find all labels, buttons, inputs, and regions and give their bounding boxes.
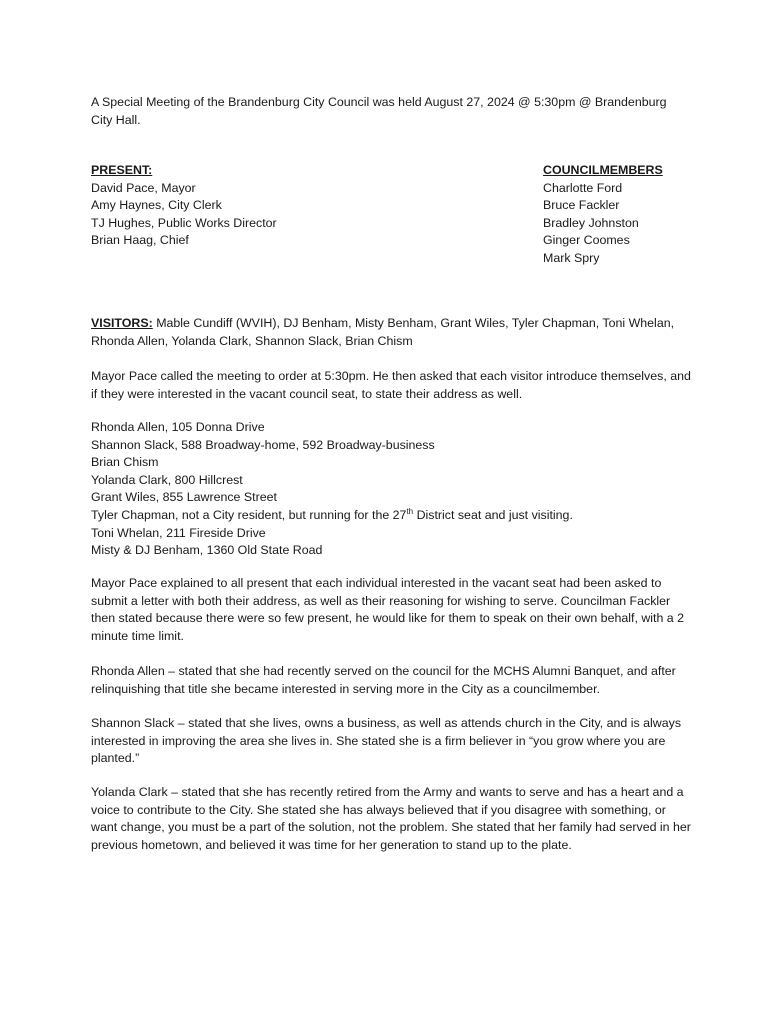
councilmember: Mark Spry: [543, 250, 600, 265]
visitors-paragraph: [91, 315, 691, 350]
present-list: [91, 162, 391, 250]
introduction-item: Misty & DJ Benham, 1360 Old State Road: [91, 543, 323, 558]
councilmembers-heading: COUNCILMEMBERS: [543, 163, 663, 177]
introduction-item: [91, 507, 691, 525]
introduction-item: Brian Chism: [91, 455, 159, 470]
councilmembers-list: [543, 162, 743, 268]
introduction-item: Rhonda Allen, 105 Donna Drive: [91, 420, 265, 434]
introduction-item: Toni Whelan, 211 Fireside Drive: [91, 525, 266, 540]
tyler-text-end: District seat and just visiting.: [413, 507, 573, 522]
introduction-item: Yolanda Clark, 800 Hillcrest: [91, 472, 243, 487]
explanation-paragraph: Mayor Pace explained to all present that each individual interested in the vacant seat had been asked to submit a letter with both their address, as well as their reasoning for wishing to serve. Councilman Fackler then stated because there were so few present, he would like for them to speak on their own behalf, with a 2 minute time limit.: [91, 576, 685, 643]
councilmember: Bruce Fackler: [543, 198, 620, 213]
ordinal-suffix: th: [406, 506, 414, 516]
introduction-item: Shannon Slack, 588 Broadway-home, 592 Broadway-business: [91, 437, 435, 452]
statement-yolanda: Yolanda Clark – stated that she has recently retired from the Army and wants to serve and has a heart and a voice to contribute to the City. She stated she has always believed that if you disagree with something, or want change, you must be a part of the solution, not the problem. She stated that her family had served in her previous hometown, and believed it was time for her generation to stand up to the plate.: [91, 785, 691, 852]
present-member: Amy Haynes, City Clerk: [91, 198, 222, 213]
call-to-order: Mayor Pace called the meeting to order at 5:30pm. He then asked that each visitor introduce themselves, and if they were interested in the vacant council seat, to state their address as well.: [91, 369, 691, 401]
councilmember: Bradley Johnston: [543, 215, 639, 230]
visitors-text: Mable Cundiff (WVIH), DJ Benham, Misty Benham, Grant Wiles, Tyler Chapman, Toni Whelan, Rhonda Allen, Yolanda Clark, Shannon Slack, Brian Chism: [91, 316, 675, 348]
introduction-item: Grant Wiles, 855 Lawrence Street: [91, 490, 277, 505]
statement-shannon: Shannon Slack – stated that she lives, owns a business, as well as attends church in the City, and is always interested in improving the area she lives in. She stated she is a firm believer in “you grow where you are planted.”: [91, 716, 682, 766]
councilmember: Ginger Coomes: [543, 233, 630, 248]
present-member: David Pace, Mayor: [91, 180, 196, 195]
tyler-text: Tyler Chapman, not a City resident, but running for the 27: [91, 507, 407, 522]
introductions-list: [91, 419, 691, 560]
visitors-heading: VISITORS:: [91, 316, 153, 330]
present-member: Brian Haag, Chief: [91, 233, 189, 248]
councilmember: Charlotte Ford: [543, 180, 623, 195]
meeting-intro: A Special Meeting of the Brandenburg City Council was held August 27, 2024 @ 5:30pm @ Brandenburg City Hall.: [91, 95, 667, 127]
present-heading: PRESENT:: [91, 163, 153, 177]
statement-rhonda: Rhonda Allen – stated that she had recently served on the council for the MCHS Alumni Banquet, and after relinquishing that title she became interested in serving more in the City as a councilmember.: [91, 664, 676, 696]
present-member: TJ Hughes, Public Works Director: [91, 215, 277, 230]
